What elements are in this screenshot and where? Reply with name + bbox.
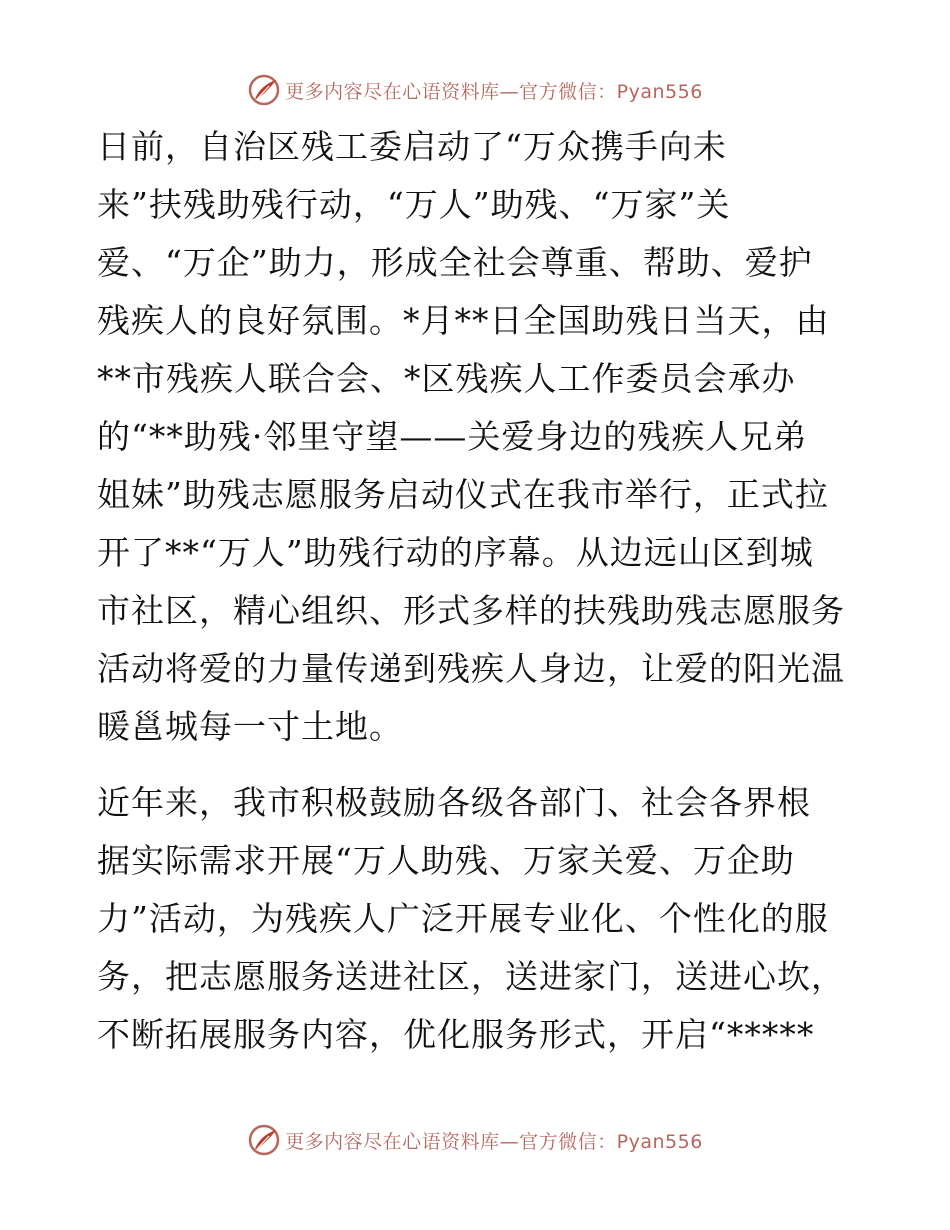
text-line: 姐妹”助残志愿服务启动仪式在我市举行，正式拉 — [97, 475, 829, 514]
text-line: 日前，自治区残工委启动了“万众携手向未 — [97, 127, 727, 166]
paragraph-1 — [97, 118, 857, 756]
text-line: 务，把志愿服务送进社区，送进家门，送进心坎， — [97, 957, 845, 996]
paragraph-2 — [97, 774, 857, 1064]
header-text: 更多内容尽在心语资料库—官方微信：Pyan556 — [285, 80, 703, 103]
text-line: 活动将爱的力量传递到残疾人身边，让爱的阳光温 — [97, 649, 845, 688]
text-line: 暖邕城每一寸土地。 — [97, 707, 403, 746]
text-line: 近年来，我市积极鼓励各级各部门、社会各界根 — [97, 783, 811, 822]
feather-logo-icon — [247, 73, 281, 107]
text-line: **市残疾人联合会、*区残疾人工作委员会承办 — [97, 359, 796, 398]
text-line: 据实际需求开展“万人助残、万家关爱、万企助 — [97, 841, 795, 880]
feather-logo-icon — [247, 1123, 281, 1157]
text-line: 的“**助残·邻里守望——关爱身边的残疾人兄弟 — [97, 417, 808, 456]
text-line: 力”活动，为残疾人广泛开展专业化、个性化的服 — [97, 899, 829, 938]
text-line: 来”扶残助残行动，“万人”助残、“万家”关 — [97, 185, 731, 224]
header-banner — [0, 70, 950, 110]
footer-text: 更多内容尽在心语资料库—官方微信：Pyan556 — [285, 1130, 703, 1153]
text-line: 爱、“万企”助力，形成全社会尊重、帮助、爱护 — [97, 243, 813, 282]
text-line: 不断拓展服务内容，优化服务形式，开启“***** — [97, 1015, 815, 1054]
text-line: 市社区，精心组织、形式多样的扶残助残志愿服务 — [97, 591, 845, 630]
text-line: 残疾人的良好氛围。*月**日全国助残日当天，由 — [97, 301, 830, 340]
document-body — [97, 118, 857, 1082]
footer-banner — [0, 1120, 950, 1160]
text-line: 开了**“万人”助残行动的序幕。从边远山区到城 — [97, 533, 814, 572]
